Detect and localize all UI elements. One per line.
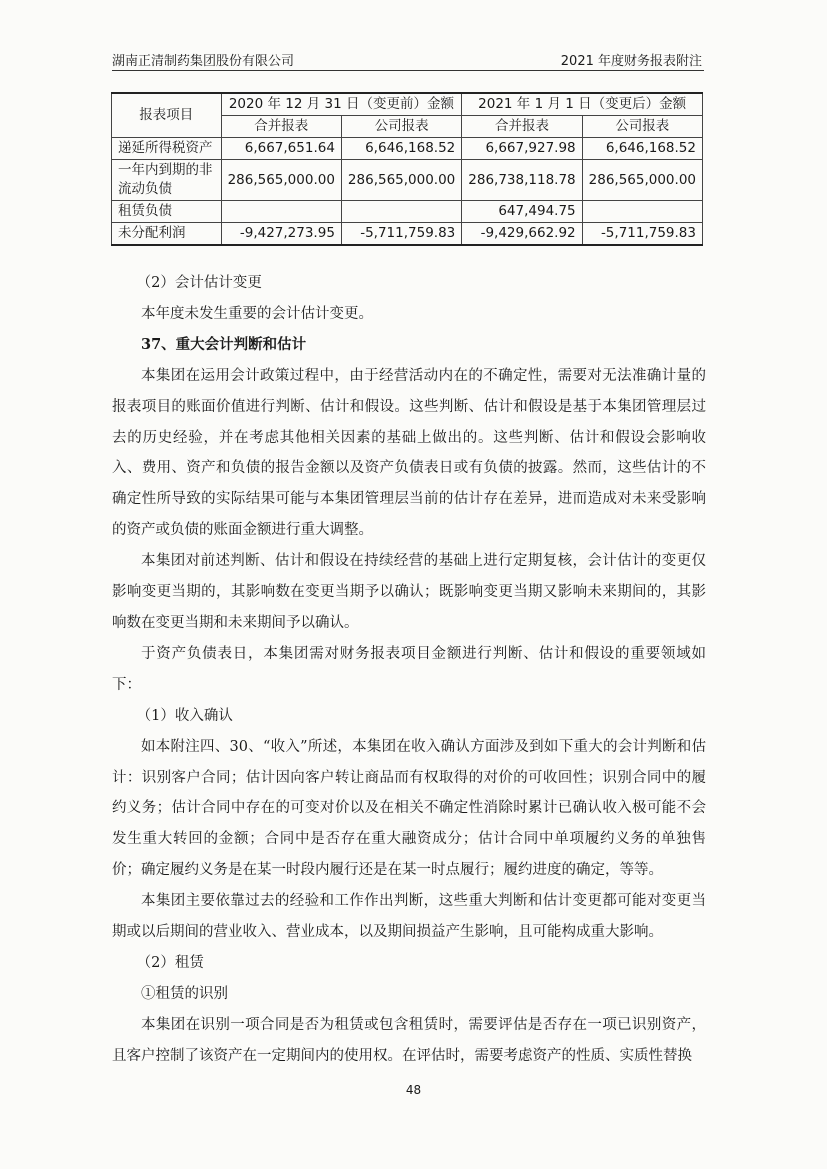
- subheader-company: 公司报表: [582, 116, 702, 138]
- cell-value: 286,565,000.00: [582, 160, 702, 201]
- cell-value: [341, 201, 461, 223]
- revenue-heading: （1）收入确认: [136, 707, 233, 724]
- cell-value: 6,667,927.98: [462, 138, 582, 160]
- page-number: 48: [405, 1083, 422, 1097]
- cell-value: -5,711,759.83: [341, 223, 461, 246]
- cell-value: -5,711,759.83: [582, 223, 702, 246]
- cell-value: 6,667,651.64: [221, 138, 341, 160]
- cell-value: 286,565,000.00: [221, 160, 341, 201]
- row-label: 一年内到期的非流动负债: [112, 160, 222, 201]
- cell-value: [221, 201, 341, 223]
- header-group-before: 2020 年 12 月 31 日（变更前）金额: [221, 93, 462, 116]
- table-row: [112, 223, 703, 246]
- estimate-change-heading: （2）会计估计变更: [136, 275, 262, 291]
- estimate-change-text: 本年度未发生重要的会计估计变更。: [141, 305, 373, 322]
- cell-value: 286,738,118.78: [462, 160, 582, 201]
- report-title: 2021 年度财务报表附注: [560, 54, 702, 69]
- subheader-consolidated: 合并报表: [462, 116, 582, 138]
- paragraph: 本集团主要依靠过去的经验和工作作出判断，这些重大判断和估计变更都可能对变更当期或以后期间的营业收入、营业成本，以及期间损益产生影响，且可能构成重大影响。: [112, 893, 706, 941]
- table-row: [112, 201, 703, 223]
- header-divider: [112, 70, 704, 71]
- cell-value: 6,646,168.52: [341, 138, 461, 160]
- table-header-row: [112, 93, 703, 116]
- paragraph: 本集团在识别一项合同是否为租赁或包含租赁时，需要评估是否存在一项已识别资产，且客户控制了该资产在一定期间内的使用权。在评估时，需要考虑资产的性质、实质性替换: [112, 1016, 706, 1064]
- cell-value: 286,565,000.00: [341, 160, 461, 201]
- cell-value: [582, 201, 702, 223]
- page-header: [112, 50, 702, 69]
- cell-value: 6,646,168.52: [582, 138, 702, 160]
- header-item: 报表项目: [112, 93, 222, 138]
- paragraph: 本集团在运用会计政策过程中，由于经营活动内在的不确定性，需要对无法准确计量的报表项目的账面价值进行判断、估计和假设。这些判断、估计和假设是基于本集团管理层过去的历史经验，并在考虑其他相关因素的基础上做出的。这些判断、估计和假设会影响收入、费用、资产和负债的报告金额以及资产负债表日或有负债的披露。然而，这些估计的不确定性所导致的实际结果可能与本集团管理层当前的估计存在差异，进而造成对未来受影响的资产或负债的账面金额进行重大调整。: [112, 367, 706, 539]
- lease-sub-heading: ①租赁的识别: [141, 985, 228, 1002]
- paragraph: 于资产负债表日，本集团需对财务报表项目金额进行判断、估计和假设的重要领域如下：: [112, 645, 706, 693]
- company-name: 湖南正清制药集团股份有限公司: [112, 54, 295, 69]
- section-37-title: 37、重大会计判断和估计: [141, 335, 307, 353]
- document-body: [112, 268, 706, 1072]
- subheader-consolidated: 合并报表: [221, 116, 341, 138]
- row-label: 递延所得税资产: [112, 138, 222, 160]
- subheader-company: 公司报表: [341, 116, 461, 138]
- lease-heading: （2）租赁: [136, 954, 204, 971]
- table-row: [112, 160, 703, 201]
- policy-change-table: [111, 92, 703, 246]
- paragraph: 本集团对前述判断、估计和假设在持续经营的基础上进行定期复核，会计估计的变更仅影响变更当期的，其影响数在变更当期予以确认；既影响变更当期又影响未来期间的，其影响数在变更当期和未来期间予以确认。: [112, 553, 706, 631]
- cell-value: -9,427,273.95: [221, 223, 341, 246]
- row-label: 未分配利润: [112, 223, 222, 246]
- header-group-after: 2021 年 1 月 1 日（变更后）金额: [462, 93, 703, 116]
- cell-value: -9,429,662.92: [462, 223, 582, 246]
- cell-value: 647,494.75: [462, 201, 582, 223]
- row-label: 租赁负债: [112, 201, 222, 223]
- paragraph: 如本附注四、30、“收入”所述，本集团在收入确认方面涉及到如下重大的会计判断和估计：识别客户合同；估计因向客户转让商品而有权取得的对价的可收回性；识别合同中的履约义务；估计合同中存在的可变对价以及在相关不确定性消除时累计已确认收入极可能不会发生重大转回的金额；合同中是否存在重大融资成分；估计合同中单项履约义务的单独售价；确定履约义务是在某一时段内履行还是在某一时点履行；履约进度的确定，等等。: [112, 738, 706, 879]
- table-row: [112, 138, 703, 160]
